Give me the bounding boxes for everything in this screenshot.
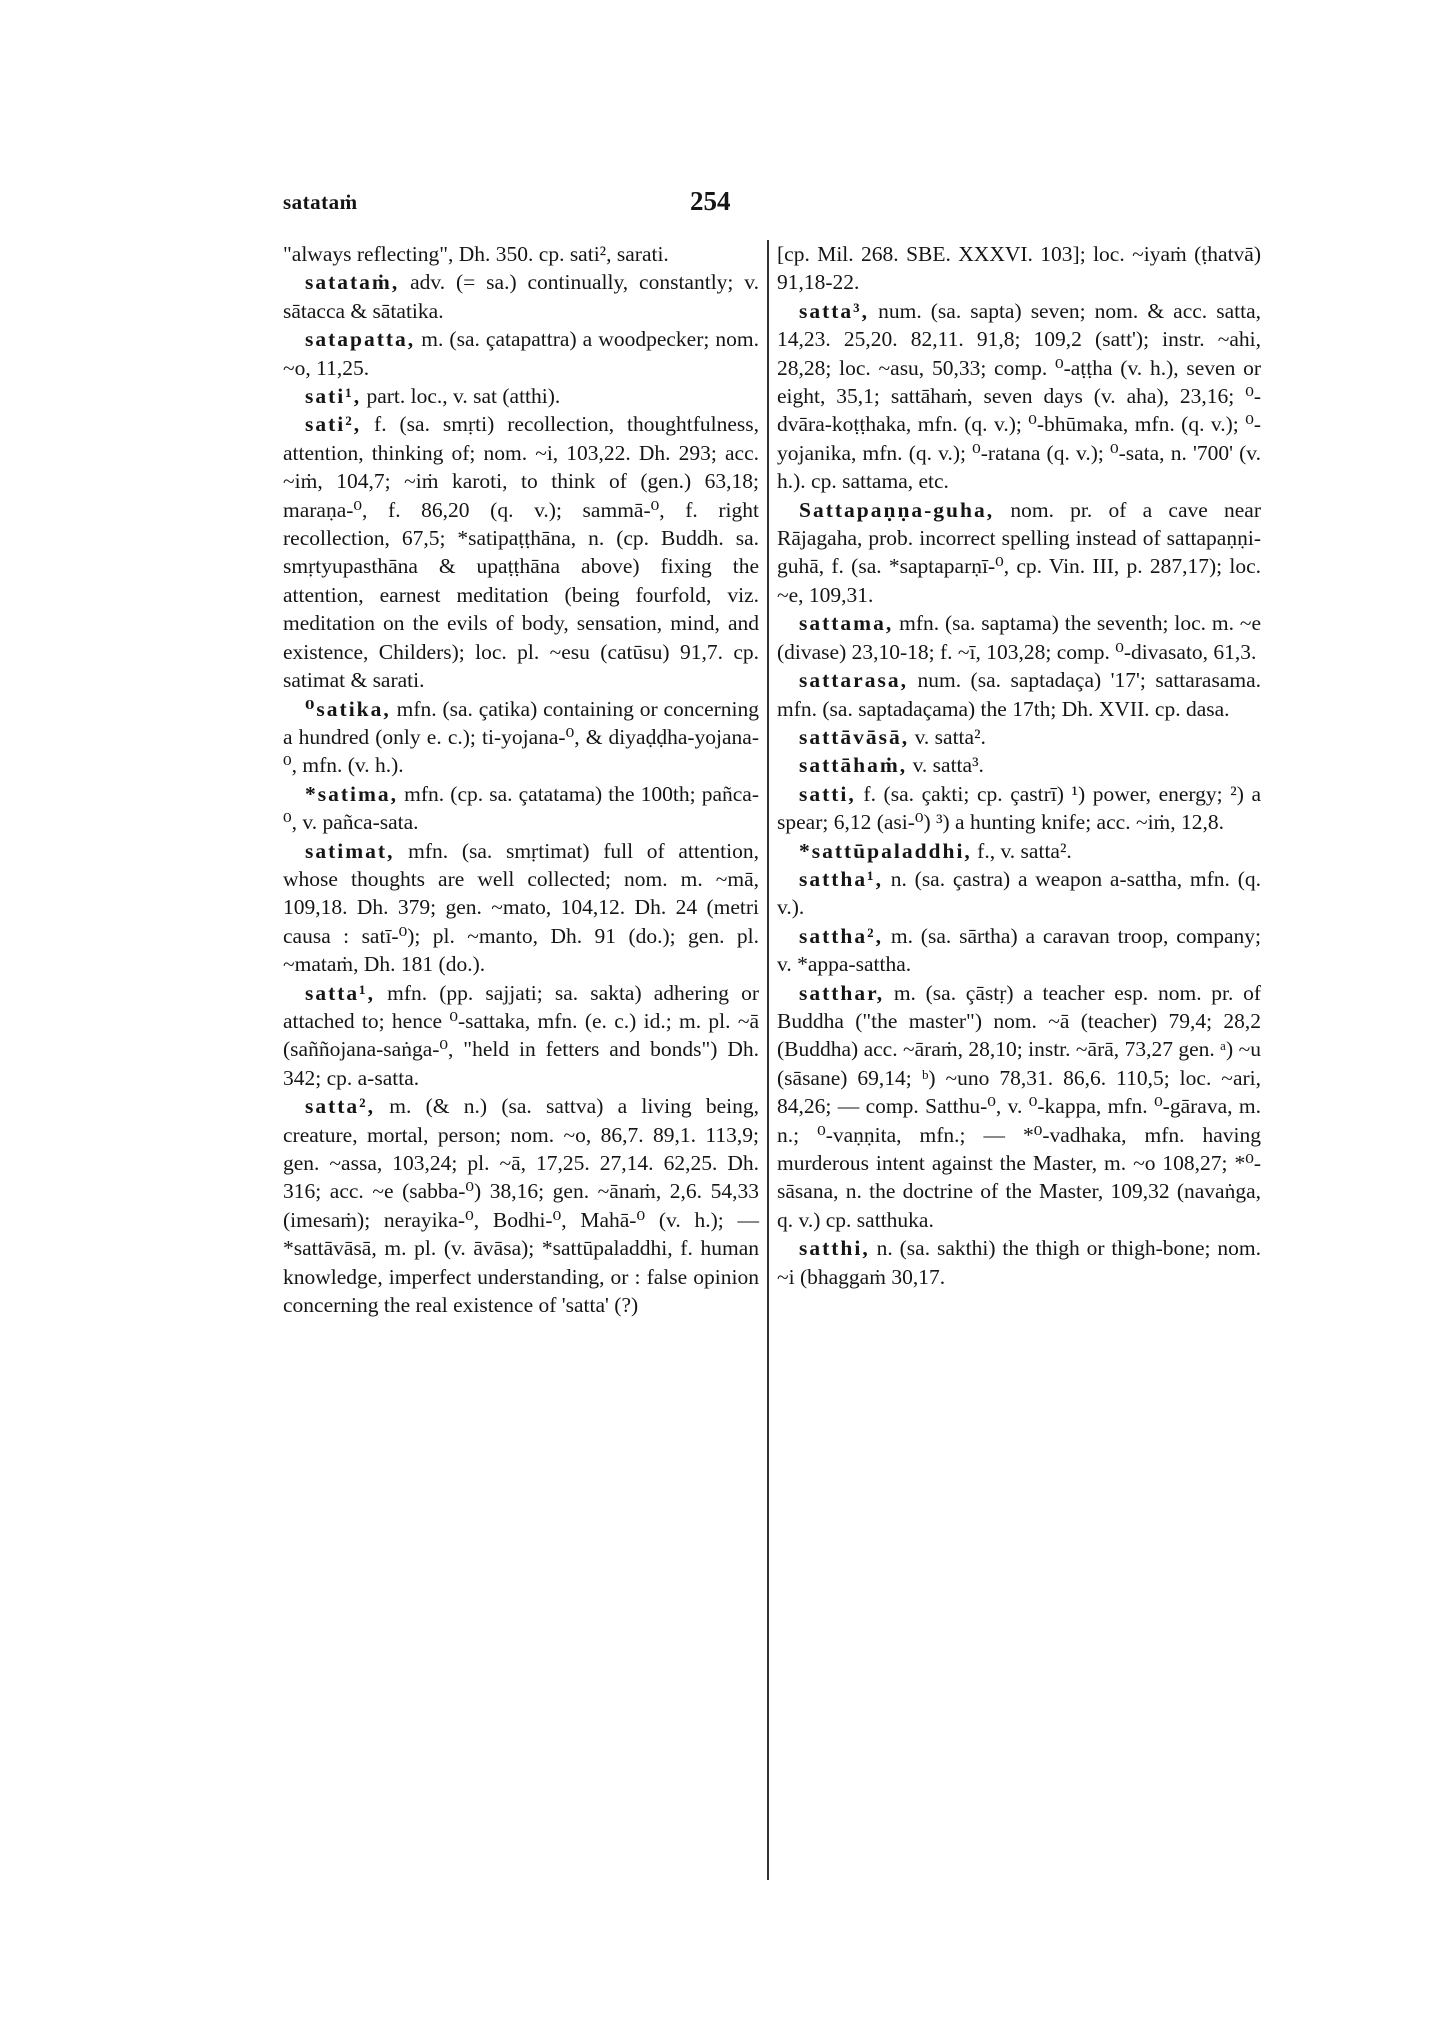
entry-text: mfn. (sa. çatika) containing or concerning a hundred (only e. c.); ti-yojana-⁰, & diyaḍḍha-yojana-⁰, mfn. (v. h.). bbox=[283, 696, 759, 778]
entry-text: num. (sa. saptadaça) '17'; sattarasama. mfn. (sa. saptadaçama) the 17th; Dh. XVII. cp. dasa. bbox=[777, 668, 1261, 721]
entry-text: "always reflecting", Dh. 350. cp. sati², sarati. bbox=[283, 242, 669, 266]
entry-text: adv. (= sa.) continually, constantly; v. sātacca & sātatika. bbox=[283, 270, 759, 323]
entry-text: n. (sa. sakthi) the thigh or thigh-bone; nom. ~i (bhaggaṁ 30,17. bbox=[777, 1236, 1261, 1289]
page-number: 254 bbox=[690, 186, 731, 216]
dictionary-entry bbox=[777, 496, 1261, 610]
dictionary-entry bbox=[283, 410, 759, 694]
entry-headword: sati¹, bbox=[305, 384, 362, 409]
dictionary-entry bbox=[777, 780, 1261, 837]
dictionary-entry bbox=[777, 751, 1261, 779]
entry-text: mfn. (cp. sa. çatatama) the 100th; pañca-⁰, v. pañca-sata. bbox=[283, 781, 760, 835]
entry-text: nom. pr. of a cave near Rājagaha, prob. incorrect spelling instead of sattapaṇṇi-guhā, f. (sa. *saptaparṇī-⁰, cp. Vin. III, p. 287,17); loc. ~e, 109,31. bbox=[777, 497, 1261, 607]
entry-text: v. satta³. bbox=[912, 753, 984, 778]
entry-text: num. (sa. sapta) seven; nom. & acc. satta, 14,23. 25,20. 82,11. 91,8; 109,2 (satt'); instr. ~ahi, 28,28; loc. ~asu, 50,33; comp. ⁰-aṭṭha (v. h.), seven or eight, 35,1; sattāhaṁ, seven days (v. aha), 23,16; ⁰-dvāra-koṭṭhaka, mfn. (q. v.); ⁰-bhūmaka, mfn. (q. v.); ⁰-yojanika, mfn. (q. v.); ⁰-ratana (q. v.); ⁰-sata, n. '700' (v. h.). cp. sattama, etc. bbox=[777, 298, 1262, 494]
dictionary-entry bbox=[777, 979, 1261, 1235]
dictionary-entry bbox=[777, 922, 1261, 979]
entry-text: m. (sa. sārtha) a caravan troop, company; v. *appa-sattha. bbox=[777, 923, 1262, 977]
right-column bbox=[777, 240, 1261, 1291]
entry-headword: satapatta, bbox=[305, 327, 416, 352]
entry-text: [cp. Mil. 268. SBE. XXXVI. 103]; loc. ~iyaṁ (ṭhatvā) 91,18-22. bbox=[777, 242, 1261, 295]
entry-headword: sattarasa, bbox=[799, 668, 908, 693]
entry-headword: ⁰satika, bbox=[305, 696, 391, 721]
entry-headword: satta², bbox=[305, 1094, 376, 1119]
left-column bbox=[283, 240, 759, 1319]
dictionary-entry bbox=[283, 382, 759, 410]
entry-text: f. (sa. smṛti) recollection, thoughtfulness, attention, thinking of; nom. ~i, 103,22. Dh. 293; acc. ~iṁ, 104,7; ~iṁ karoti, to think of (gen.) 63,18; maraṇa-⁰, f. 86,20 (q. v.); sammā-⁰, f. right recollection, 67,5; *satipaṭṭhāna, n. (cp. Buddh. sa. smṛtyupasthāna & upaṭṭhāna above) fixing the attention, earnest meditation (being fourfold, viz. meditation on the evils of body, sensation, mind, and existence, Childers); loc. pl. ~esu (catūsu) 91,7. cp. satimat & sarati. bbox=[283, 412, 759, 693]
entry-text: m. (sa. çatapattra) a woodpecker; nom. ~o, 11,25. bbox=[283, 327, 759, 380]
entry-headword: *sattūpaladdhi, bbox=[799, 838, 972, 863]
entry-headword: satimat, bbox=[305, 838, 395, 863]
dictionary-entry bbox=[777, 865, 1261, 922]
entry-headword: satataṁ, bbox=[305, 270, 400, 295]
entry-headword: satta³, bbox=[799, 298, 870, 323]
column-divider bbox=[767, 240, 769, 1880]
entry-headword: satthi, bbox=[799, 1236, 870, 1261]
dictionary-entry bbox=[777, 240, 1261, 297]
entry-headword: sati², bbox=[305, 412, 362, 437]
entry-headword: sattāvāsā, bbox=[799, 724, 910, 749]
entry-text: n. (sa. çastra) a weapon a-sattha, mfn. (q. v.). bbox=[777, 866, 1261, 920]
dictionary-entry bbox=[777, 609, 1261, 666]
entry-text: f. (sa. çakti; cp. çastrī) ¹) power, energy; ²) a spear; 6,12 (asi-⁰) ³) a hunting knife; acc. ~iṁ, 12,8. bbox=[777, 781, 1262, 835]
dictionary-entry bbox=[283, 837, 759, 979]
entry-text: m. (sa. çāstṛ) a teacher esp. nom. pr. of Buddha ("the master") nom. ~ā (teacher) 79,4; 28,2 (Buddha) acc. ~āraṁ, 28,10; instr. ~ārā, 73,27 gen. ᵃ) ~u (sāsane) 69,14; ᵇ) ~uno 78,31. 86,6. 110,5; loc. ~ari, 84,26; — comp. Satthu-⁰, v. ⁰-kappa, mfn. ⁰-gārava, m. n.; ⁰-vaṇṇita, mfn.; — *⁰-vadhaka, mfn. having murderous intent against the Master, m. ~o 108,27; *⁰-sāsana, n. the doctrine of the Master, 109,32 (navaṅga, q. v.) cp. satthuka. bbox=[777, 980, 1262, 1232]
entry-headword: satti, bbox=[799, 781, 856, 806]
entry-text: part. loc., v. sat (atthi). bbox=[366, 384, 561, 409]
entry-headword: satta¹, bbox=[305, 980, 376, 1005]
running-head: satataṁ bbox=[283, 190, 358, 214]
dictionary-entry bbox=[283, 695, 759, 780]
dictionary-entry bbox=[283, 325, 759, 382]
dictionary-entry bbox=[777, 837, 1261, 865]
entry-headword: sattha², bbox=[799, 923, 883, 948]
entry-headword: *satima, bbox=[305, 781, 399, 806]
entry-text: f., v. satta². bbox=[977, 838, 1072, 863]
entry-text: v. satta². bbox=[914, 724, 986, 749]
entry-headword: Sattapaṇṇa-guha, bbox=[799, 497, 995, 522]
dictionary-entry bbox=[283, 780, 759, 837]
entry-text: mfn. (sa. smṛtimat) full of attention, whose thoughts are well collected; nom. m. ~mā, 109,18. Dh. 379; gen. ~mato, 104,12. Dh. 24 (metri causa : satī-⁰); pl. ~manto, Dh. 91 (do.); gen. pl. ~mataṁ, Dh. 181 (do.). bbox=[283, 838, 759, 977]
entry-headword: satthar, bbox=[799, 980, 885, 1005]
dictionary-entry bbox=[283, 1092, 759, 1319]
dictionary-entry bbox=[777, 723, 1261, 751]
entry-headword: sattama, bbox=[799, 611, 894, 636]
dictionary-entry bbox=[777, 666, 1261, 723]
dictionary-entry bbox=[283, 268, 759, 325]
entry-text: mfn. (sa. saptama) the seventh; loc. m. ~e (divase) 23,10-18; f. ~ī, 103,28; comp. ⁰-divasato, 61,3. bbox=[777, 611, 1261, 664]
entry-text: mfn. (pp. sajjati; sa. sakta) adhering or attached to; hence ⁰-sattaka, mfn. (e. c.) id.; m. pl. ~ā (saññojana-saṅga-⁰, "held in fetters and bonds") Dh. 342; cp. a-satta. bbox=[283, 980, 759, 1090]
dictionary-entry bbox=[283, 979, 759, 1093]
entry-headword: sattāhaṁ, bbox=[799, 753, 908, 778]
entry-text: m. (& n.) (sa. sattva) a living being, creature, mortal, person; nom. ~o, 86,7. 89,1. 113,9; gen. ~assa, 103,24; pl. ~ā, 17,25. 27,14. 62,25. Dh. 316; acc. ~e (sabba-⁰) 38,16; gen. ~ānaṁ, 2,6. 54,33 (imesaṁ); nerayika-⁰, Bodhi-⁰, Mahā-⁰ (v. h.); — *sattāvāsā, m. pl. (v. āvāsa); *sattūpaladdhi, f. human knowledge, imperfect understanding, or : false opinion concerning the real existence of 'satta' (?) bbox=[283, 1094, 760, 1318]
dictionary-entry bbox=[777, 1234, 1261, 1291]
entry-headword: sattha¹, bbox=[799, 866, 883, 891]
dictionary-entry bbox=[777, 297, 1261, 496]
dictionary-entry bbox=[283, 240, 759, 268]
